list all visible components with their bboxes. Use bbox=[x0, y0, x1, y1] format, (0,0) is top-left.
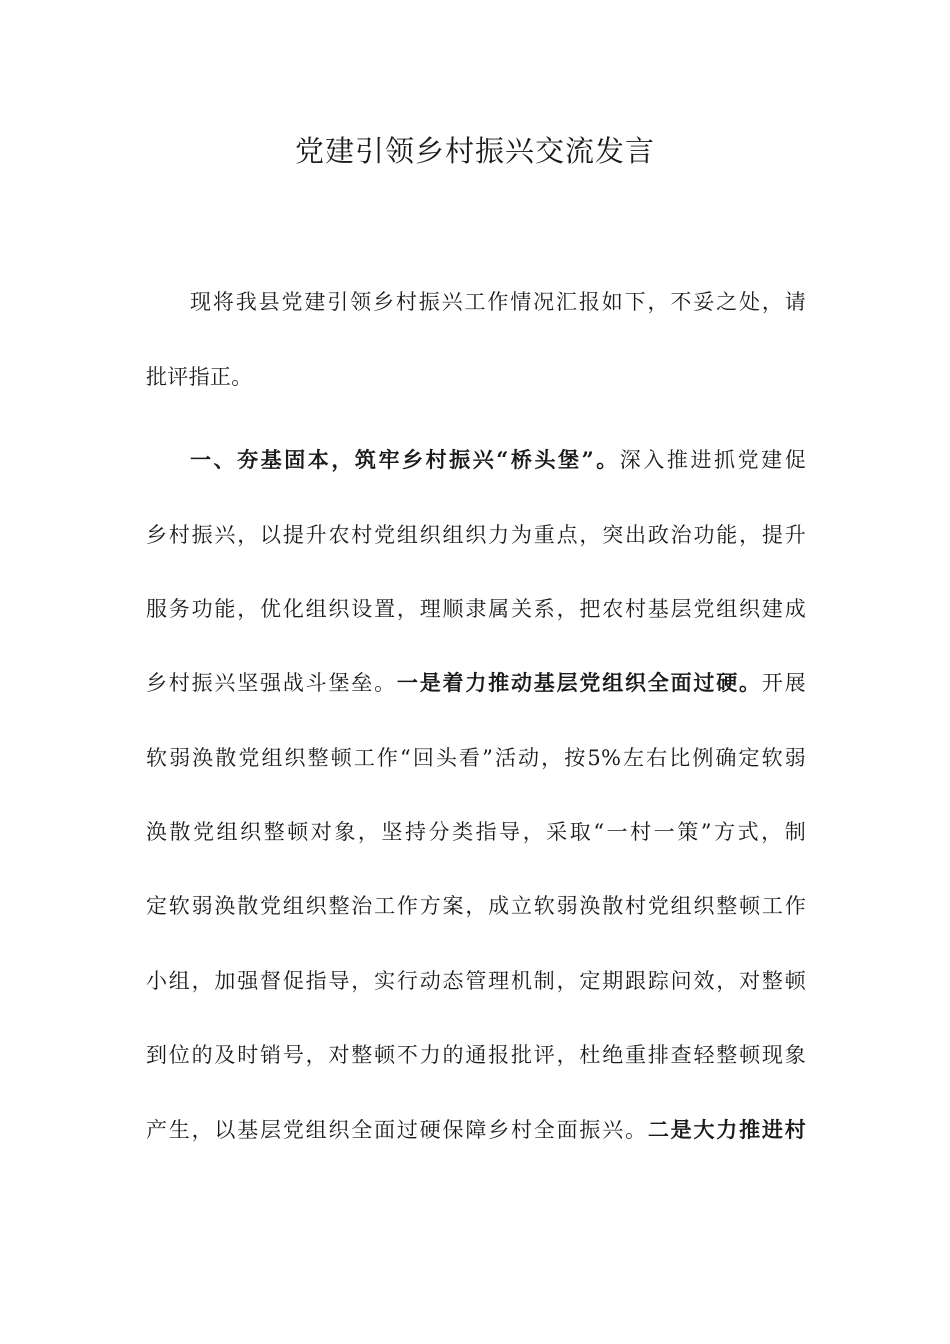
intro-line-2: 批评指正。 bbox=[146, 365, 253, 389]
section1-line-4-text-c: 开展 bbox=[761, 671, 806, 695]
point-one-heading: 一是着力推动基层党组织全面过硬。 bbox=[396, 670, 762, 695]
section1-line-6: 涣散党组织整顿对象，坚持分类指导，采取“一村一策”方式，制 bbox=[146, 820, 806, 844]
section1-line-2: 乡村振兴，以提升农村党组织组织力为重点，突出政治功能，提升 bbox=[146, 523, 806, 547]
section1-line-8: 小组，加强督促指导，实行动态管理机制，定期跟踪问效，对整顿 bbox=[146, 969, 806, 993]
section1-line-3: 服务功能，优化组织设置，理顺隶属关系，把农村基层党组织建成 bbox=[146, 597, 806, 621]
section1-line-5: 软弱涣散党组织整顿工作“回头看”活动，按5%左右比例确定软弱 bbox=[146, 746, 806, 770]
section1-heading: 一、夯基固本，筑牢乡村振兴“桥头堡”。 bbox=[190, 447, 620, 472]
document-title: 党建引领乡村振兴交流发言 bbox=[294, 134, 655, 168]
section1-line-4 bbox=[146, 668, 806, 698]
section1-line-10-text: 产生，以基层党组织全面过硬保障乡村全面振兴。 bbox=[146, 1118, 648, 1142]
section1-line-1-text: 深入推进抓党建促 bbox=[619, 448, 806, 472]
section1-line-4-text-a: 乡村振兴坚强战斗堡垒。 bbox=[146, 671, 397, 695]
section1-line-9: 到位的及时销号，对整顿不力的通报批评，杜绝重排查轻整顿现象 bbox=[146, 1043, 806, 1067]
section1-line-1 bbox=[190, 445, 806, 475]
point-two-heading: 二是大力推进村 bbox=[647, 1117, 806, 1142]
intro-line-1: 现将我县党建引领乡村振兴工作情况汇报如下，不妥之处，请 bbox=[190, 290, 806, 314]
section1-line-10 bbox=[146, 1115, 806, 1145]
section1-line-7: 定软弱涣散党组织整治工作方案，成立软弱涣散村党组织整顿工作 bbox=[146, 894, 806, 918]
